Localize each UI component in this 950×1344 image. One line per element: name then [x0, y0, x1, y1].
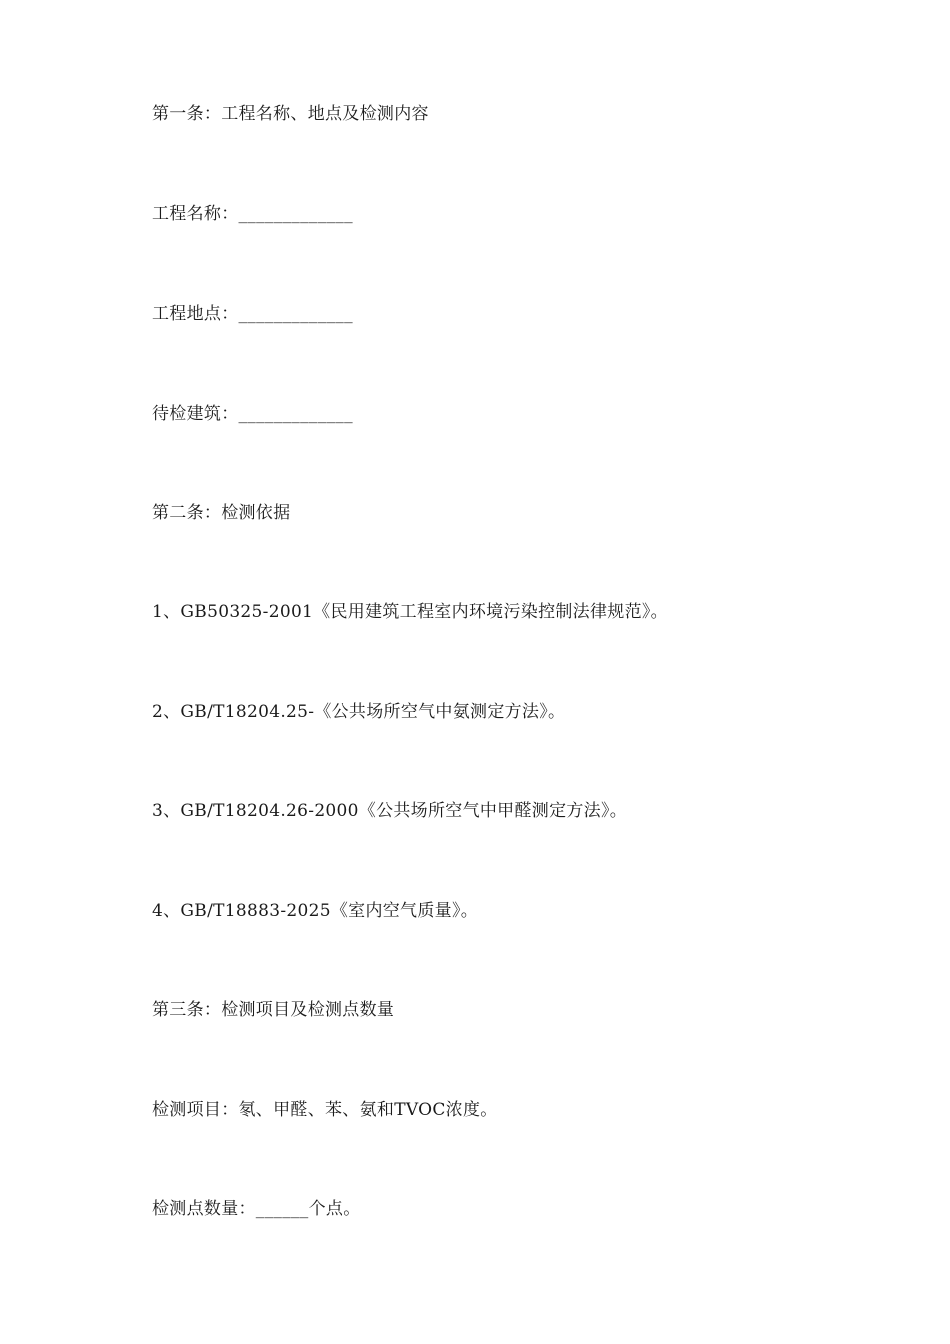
- section-1-heading: 第一条：工程名称、地点及检测内容: [152, 104, 429, 124]
- inspection-points-field: 检测点数量：______个点。: [152, 1199, 361, 1219]
- section-3-heading: 第三条：检测项目及检测点数量: [152, 1000, 395, 1020]
- basis-item-3: 3、GB/T18204.26-2000《公共场所空气中甲醛测定方法》。: [152, 801, 628, 821]
- inspection-items-text: 检测项目：氡、甲醛、苯、氨和TVOC浓度。: [152, 1100, 498, 1120]
- basis-item-2: 2、GB/T18204.25-《公共场所空气中氨测定方法》。: [152, 702, 566, 722]
- project-name-field: 工程名称：_____________: [152, 204, 353, 224]
- project-location-field: 工程地点：_____________: [152, 304, 353, 324]
- section-2-heading: 第二条：检测依据: [152, 503, 291, 523]
- basis-item-1: 1、GB50325-2001《民用建筑工程室内环境污染控制法律规范》。: [152, 602, 668, 622]
- basis-item-4: 4、GB/T18883-2025《室内空气质量》。: [152, 901, 479, 921]
- building-to-inspect-field: 待检建筑：_____________: [152, 404, 353, 424]
